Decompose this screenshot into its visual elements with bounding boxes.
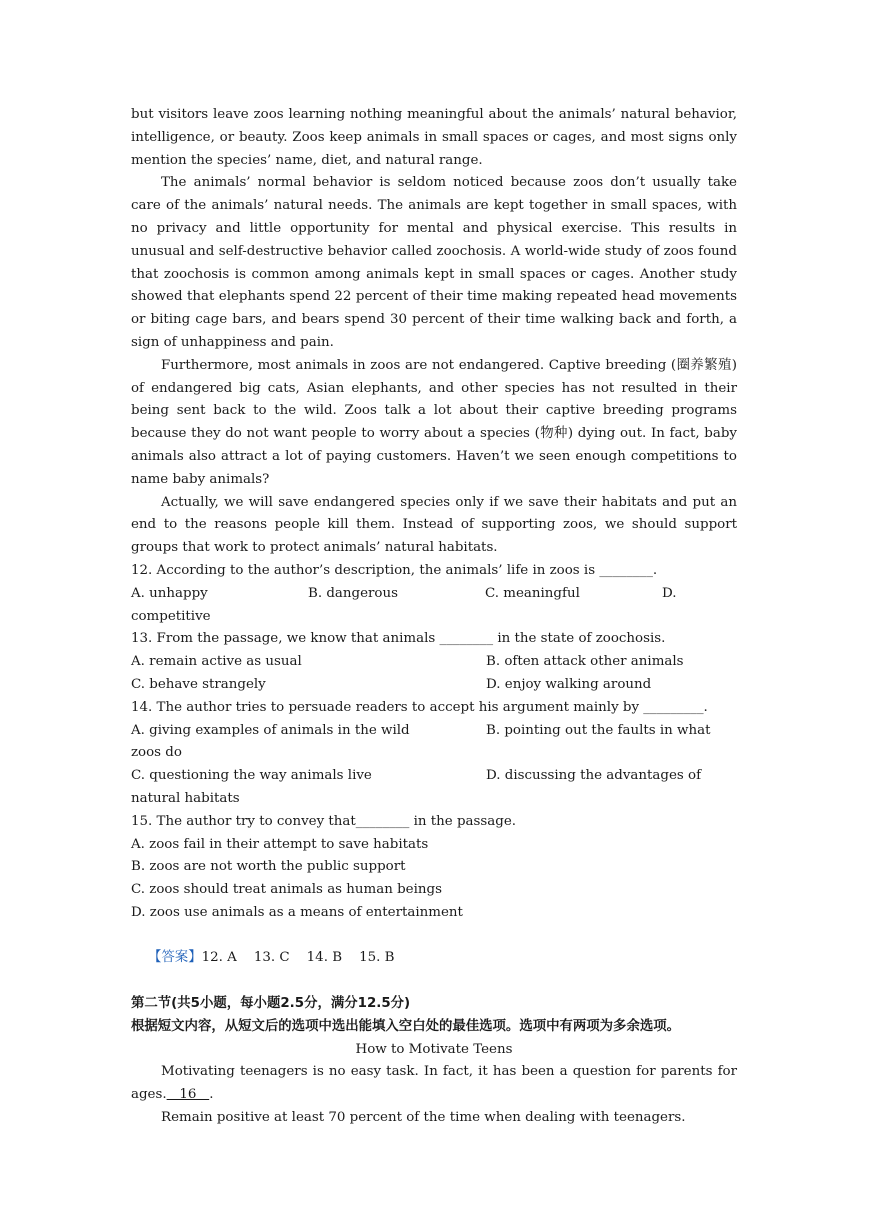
option: D. [662,585,677,601]
answer-tag: 【答案】 [148,950,202,966]
option: A. remain active as usual [131,654,302,670]
passage-paragraph: but visitors leave zoos learning nothing meaningful about the animals’ natural behavior, intelligence, or beauty. Zoos keep animals in small spaces or cages, and most signs only mention the species’ name, diet, and natural range. [131,107,737,168]
question-options [131,583,737,606]
question-stem: 13. From the passage, we know that animals ________ in the state of zoochosis. [131,631,666,647]
question-stem: 15. The author try to convey that________ in the passage. [131,813,516,829]
option: B. dangerous [308,585,398,601]
section-heading: 第二节(共5小题，每小题2.5分，满分12.5分) [131,996,411,1012]
option: B. often attack other animals [486,654,684,670]
option: C. questioning the way animals live [131,768,372,784]
passage-paragraph: The animals’ normal behavior is seldom noticed because zoos don’t usually take care of the animals’ natural needs. The animals are kept together in small spaces, with no privacy and little opportunity for mental and physical exercise. This results in unusual and self-destructive behavior called zoochosis. A world-wide study of zoos found that zoochosis is common among animals kept in small spaces or cages. Another study showed that elephants spend 22 percent of their time making repeated head movements or biting cage bars, and bears spend 30 percent of their time walking back and forth, a sign of unhappiness and pain. [131,175,737,350]
question-options [131,651,737,674]
option: C. meaningful [485,585,580,601]
question-stem: 12. According to the author’s description, the animals’ life in zoos is ________. [131,562,658,578]
passage-title: How to Motivate Teens [355,1041,513,1057]
option: D. zoos use animals as a means of entertainment [131,904,463,920]
passage-paragraph: Furthermore, most animals in zoos are not endangered. Captive breeding (圈养繁殖) of endangered big cats, Asian elephants, and other species has not resulted in their being sent back to the wild. Zoos talk a lot about their captive breeding programs because they do not want people to worry about a species (物种) dying out. In fact, baby animals also attract a lot of paying customers. Haven’t we seen enough competitions to name baby animals? [131,357,737,487]
question-options [131,765,737,788]
paragraph-text: Motivating teenagers is no easy task. In fact, it has been a question for parents for ages. [131,1064,737,1103]
question-stem: 14. The author tries to persuade readers to accept his argument mainly by _________. [131,699,708,715]
document-page [131,104,737,1130]
blank-16: 16 [166,1087,210,1103]
section-instruction: 根据短文内容，从短文后的选项中选出能填入空白处的最佳选项。选项中有两项为多余选项。 [131,1018,681,1034]
question-options [131,720,737,743]
option: C. zoos should treat animals as human beings [131,882,442,898]
option: B. pointing out the faults in what [486,722,711,738]
passage-paragraph [131,1061,737,1107]
option: A. giving examples of animals in the wild [131,722,410,738]
option: C. behave strangely [131,676,266,692]
passage-paragraph: Actually, we will save endangered species only if we save their habitats and put an end to the reasons people kill them. Instead of supporting zoos, we should support groups that work to protect animals’ natural habitats. [131,494,737,556]
option-continuation: competitive [131,608,211,624]
option: A. unhappy [131,585,208,601]
option: B. zoos are not worth the public support [131,859,406,875]
option: D. discussing the advantages of [486,768,702,784]
answer-text: 12. A 13. C 14. B 15. B [201,950,395,966]
option-continuation: natural habitats [131,790,240,806]
question-options [131,674,737,697]
option: D. enjoy walking around [486,676,652,692]
passage-paragraph: Remain positive at least 70 percent of the time when dealing with teenagers. [161,1110,686,1126]
answer-line [131,925,737,993]
option: A. zoos fail in their attempt to save habitats [131,836,429,852]
option-continuation: zoos do [131,745,182,761]
paragraph-end: . [209,1087,214,1103]
